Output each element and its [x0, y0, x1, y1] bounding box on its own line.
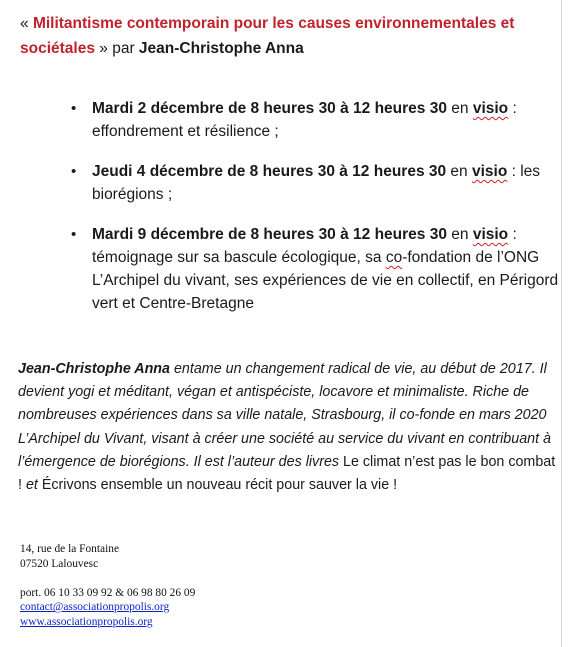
- session-description-rest: -fondation de l’ONG L’Archipel du vivant, ses expériences de vie en collectif, en Périgord vert et Centre-Bretagne: [92, 249, 559, 312]
- bio-connector: et: [21, 477, 42, 494]
- heading-author: Jean-Christophe Anna: [138, 40, 304, 57]
- session-mode-prefix: en: [446, 226, 473, 243]
- contact-spacer: [20, 571, 195, 586]
- phone-numbers: port. 06 10 33 09 92 & 06 98 80 26 09: [20, 586, 196, 599]
- heading-open-quote: «: [20, 15, 33, 32]
- heading-title: Militantisme contemporain pour les causes environnementales et sociétales: [20, 15, 515, 57]
- session-description: : témoignage sur sa bascule écologique, sa: [92, 226, 517, 266]
- bullet-icon: •: [71, 100, 77, 117]
- address-line-2: 07520 Lalouvesc: [20, 557, 99, 570]
- session-mode: visio: [472, 226, 509, 243]
- website-link[interactable]: www.associationpropolis.org: [20, 615, 153, 628]
- session-mode-prefix: en: [446, 100, 473, 117]
- bio-author-name: Jean-Christophe Anna: [18, 361, 170, 377]
- page-edge-divider: [561, 0, 562, 647]
- bio-book-2: Écrivons ensemble un nouveau récit pour sauver la vie !: [41, 477, 398, 494]
- session-item: [0, 223, 561, 315]
- session-date: Mardi 9 décembre de 8 heures 30 à 12 heures 30: [92, 226, 447, 243]
- session-date: Mardi 2 décembre de 8 heures 30 à 12 heures 30: [92, 100, 447, 117]
- address-line-1: 14, rue de la Fontaine: [20, 543, 120, 555]
- event-heading: [20, 11, 540, 61]
- contact-block: [20, 542, 195, 629]
- session-mode-prefix: en: [446, 163, 472, 180]
- session-mode: visio: [472, 100, 509, 117]
- session-item: [0, 160, 561, 206]
- author-bio: [0, 358, 561, 497]
- session-description-co: co: [385, 249, 403, 266]
- bio-text: entame un changement radical de vie, au début de 2017. Il devient yogi et méditant, végan et antispéciste, locavore et minimaliste. Riche de nombreuses expériences dans sa ville natale, Strasbourg, il co-fonde en mars 2020 L’Archipel du Vivant, visant à créer une société au service du vivant en contribuant à l’émergence de biorégions. Il est l’auteur des livres: [18, 361, 552, 470]
- email-link[interactable]: contact@associationpropolis.org: [20, 601, 170, 613]
- bio-book-1: Le climat n’est pas le bon combat !: [18, 453, 556, 494]
- session-list: [0, 97, 561, 332]
- session-item: [0, 97, 561, 143]
- heading-close-quote: » par: [94, 40, 139, 57]
- session-description: : les biorégions ;: [92, 163, 541, 203]
- bullet-icon: •: [71, 226, 77, 243]
- session-description: : effondrement et résilience ;: [92, 100, 517, 140]
- session-date: Jeudi 4 décembre de 8 heures 30 à 12 heures 30: [92, 163, 447, 180]
- bullet-icon: •: [71, 163, 77, 180]
- session-mode: visio: [471, 163, 508, 180]
